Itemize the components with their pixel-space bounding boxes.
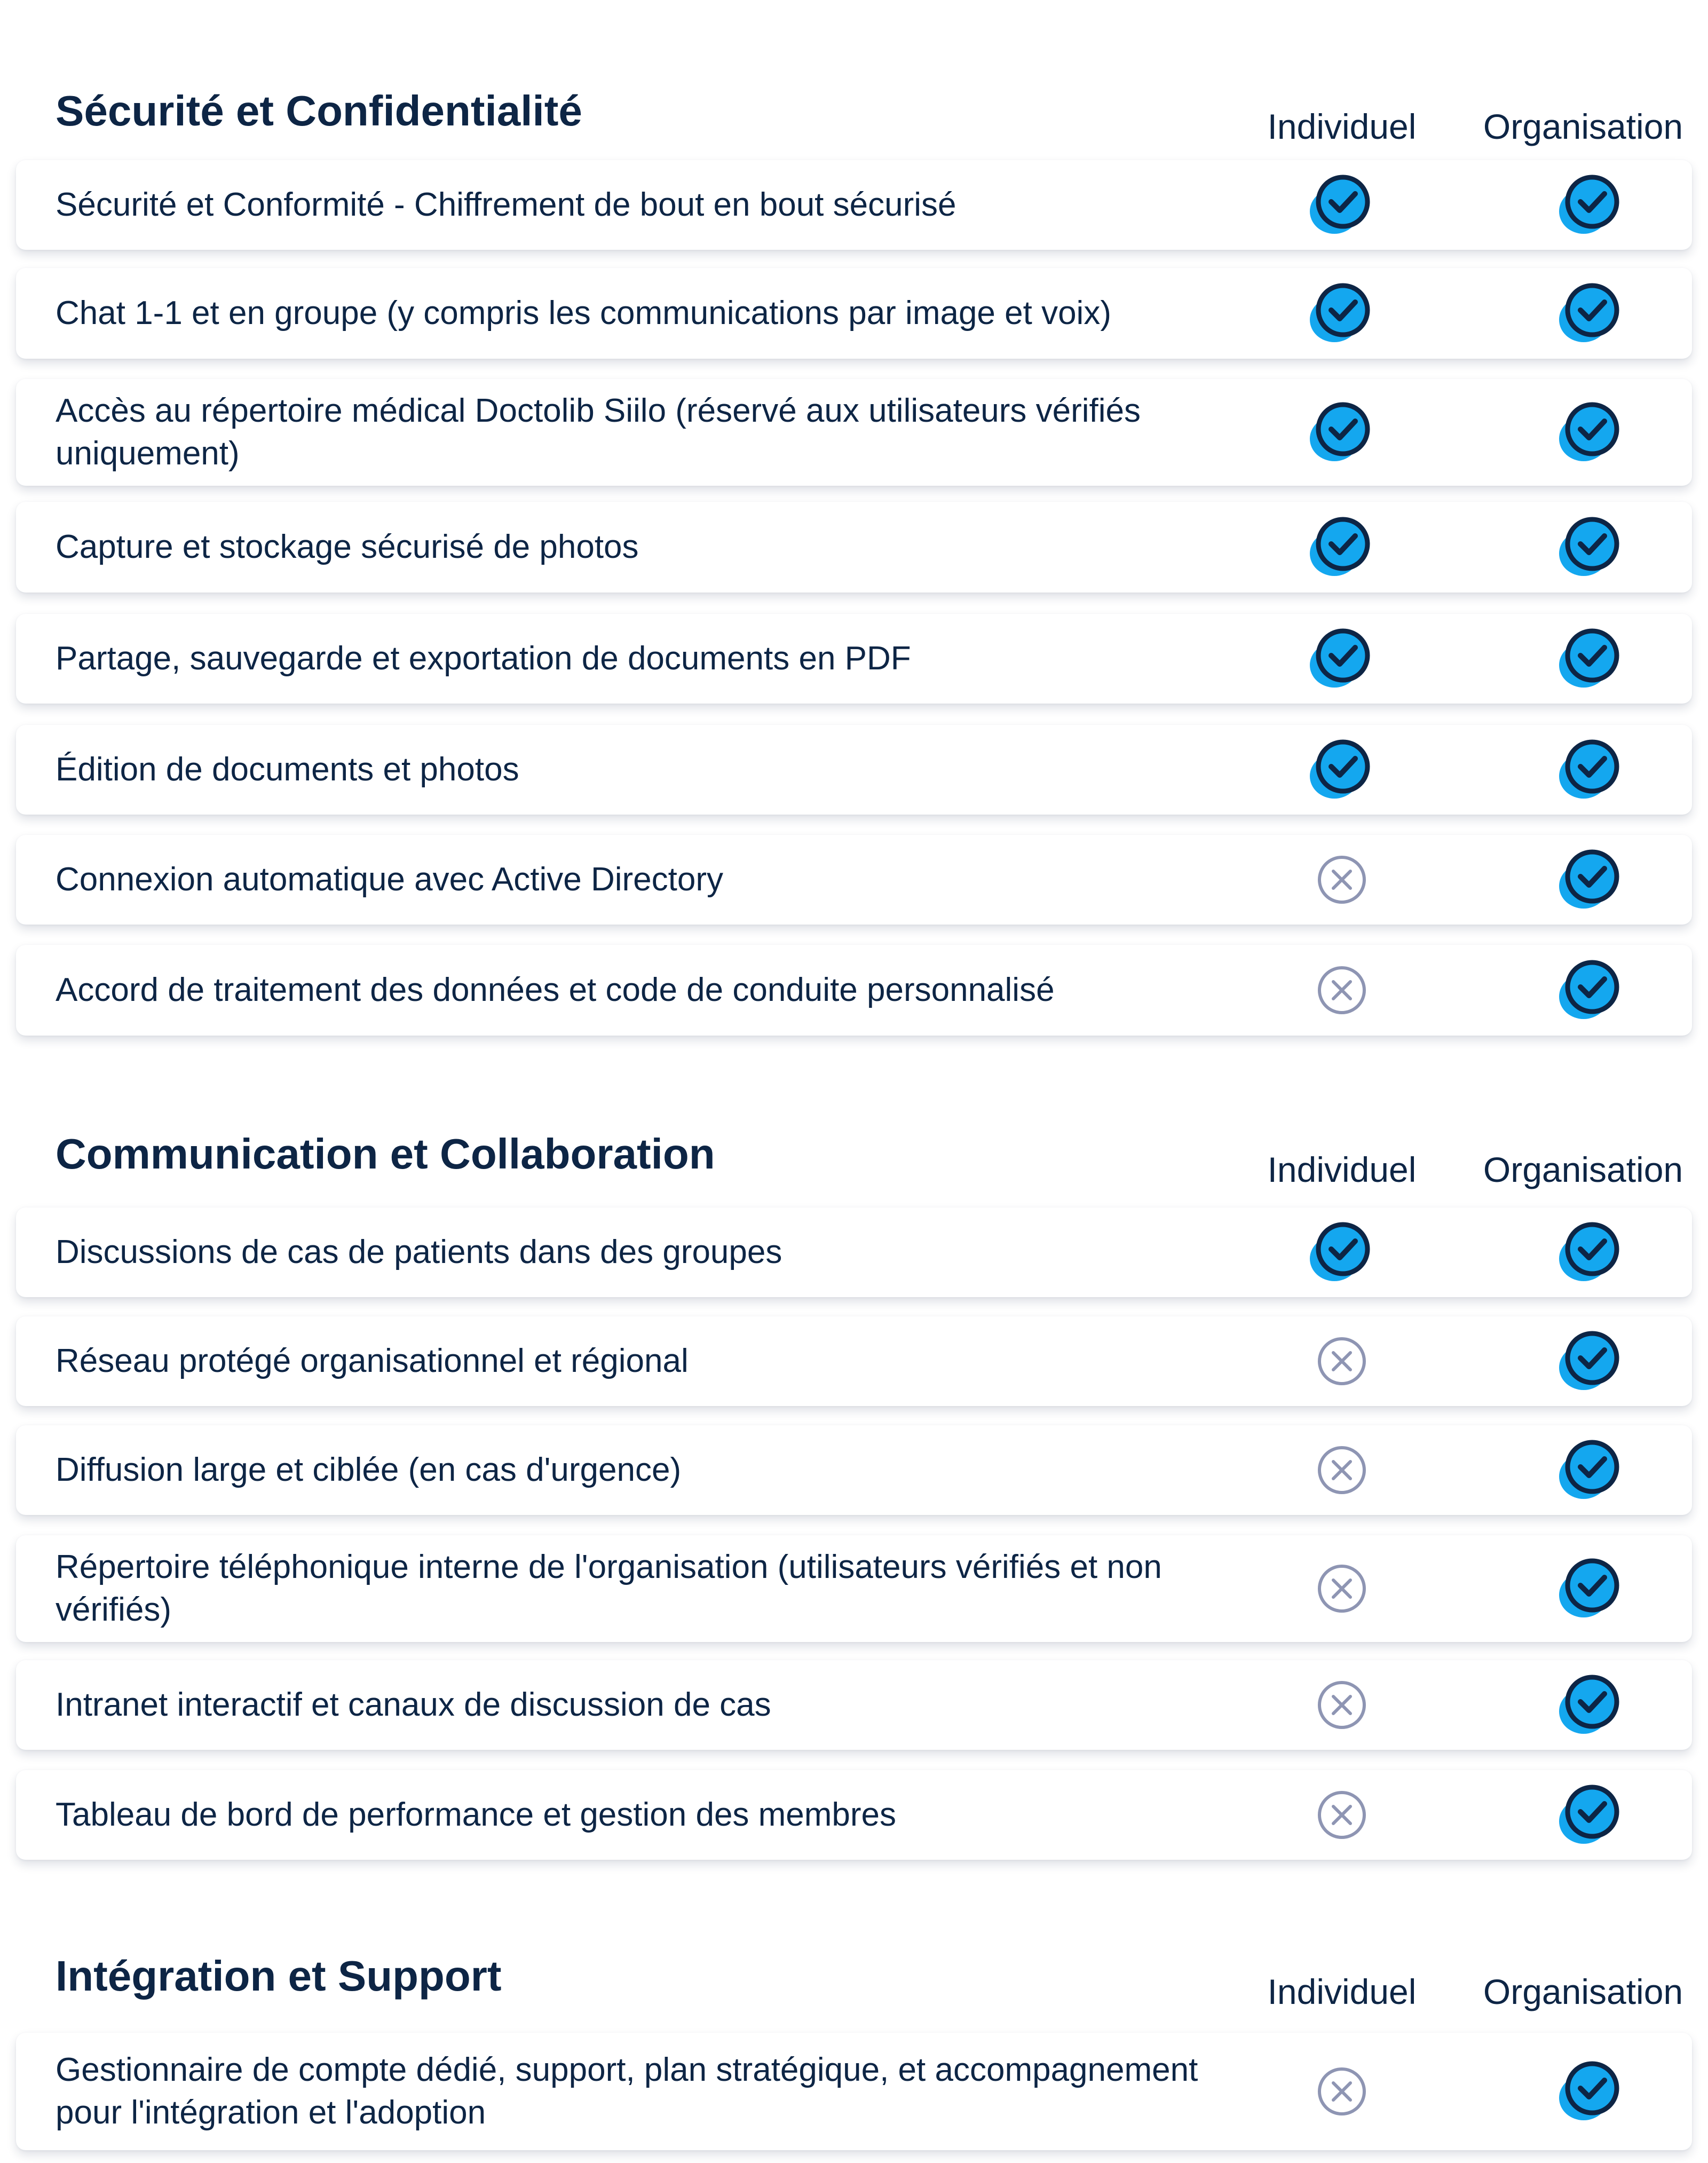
column-header-individual: Individuel — [1267, 1972, 1417, 2011]
feature-label: Accord de traitement des données et code de conduite personnalisé — [56, 972, 1055, 1008]
feature-row — [16, 1425, 1692, 1515]
cross-icon — [1315, 1335, 1369, 1388]
feature-row — [16, 945, 1692, 1036]
feature-row — [16, 2033, 1692, 2150]
feature-row — [16, 614, 1692, 704]
feature-row — [16, 835, 1692, 925]
check-icon — [1554, 1433, 1628, 1507]
feature-label: Édition de documents et photos — [56, 751, 519, 788]
feature-label: Répertoire téléphonique interne de l'organisation (utilisateurs vérifiés et non vérifiés) — [56, 1549, 1162, 1628]
feature-row — [16, 379, 1692, 486]
check-icon — [1304, 276, 1379, 351]
feature-row — [16, 502, 1692, 593]
check-icon — [1554, 1215, 1628, 1290]
check-icon — [1554, 395, 1628, 470]
check-icon — [1554, 276, 1628, 351]
check-icon — [1304, 510, 1379, 585]
check-icon — [1554, 842, 1628, 917]
feature-row — [16, 1207, 1692, 1297]
check-icon — [1304, 621, 1379, 696]
check-icon — [1554, 953, 1628, 1028]
check-icon — [1554, 1778, 1628, 1852]
feature-label: Réseau protégé organisationnel et régional — [56, 1343, 689, 1379]
feature-label: Connexion automatique avec Active Directory — [56, 861, 723, 898]
feature-label: Capture et stockage sécurisé de photos — [56, 528, 639, 565]
feature-label: Partage, sauvegarde et exportation de documents en PDF — [56, 640, 911, 677]
cross-icon — [1315, 853, 1369, 906]
cross-icon — [1315, 2065, 1369, 2118]
section-title: Communication et Collaboration — [56, 1130, 715, 1178]
section-title: Sécurité et Confidentialité — [56, 87, 582, 135]
feature-label: Discussions de cas de patients dans des groupes — [56, 1234, 782, 1270]
feature-row — [16, 1770, 1692, 1860]
feature-label: Intranet interactif et canaux de discussion de cas — [56, 1686, 771, 1723]
check-icon — [1554, 2054, 1628, 2129]
feature-row — [16, 268, 1692, 359]
feature-label: Sécurité et Conformité - Chiffrement de bout en bout sécurisé — [56, 186, 956, 223]
cross-icon — [1315, 964, 1369, 1017]
feature-label: Chat 1-1 et en groupe (y compris les communications par image et voix) — [56, 295, 1111, 331]
feature-row — [16, 1316, 1692, 1406]
check-icon — [1554, 168, 1628, 242]
feature-label: Accès au répertoire médical Doctolib Siilo (réservé aux utilisateurs vérifiés uniquement) — [56, 392, 1141, 472]
feature-label: Gestionnaire de compte dédié, support, plan stratégique, et accompagnement pour l'intégration et l'adoption — [56, 2051, 1198, 2131]
column-header-organisation: Organisation — [1483, 107, 1683, 146]
check-icon — [1554, 510, 1628, 585]
column-header-organisation: Organisation — [1483, 1150, 1683, 1189]
check-icon — [1554, 621, 1628, 696]
feature-row — [16, 1660, 1692, 1750]
check-icon — [1304, 1215, 1379, 1290]
check-icon — [1304, 395, 1379, 470]
column-header-individual: Individuel — [1267, 1150, 1417, 1189]
check-icon — [1554, 732, 1628, 807]
check-icon — [1554, 1668, 1628, 1742]
check-icon — [1554, 1551, 1628, 1626]
feature-label: Tableau de bord de performance et gestion des membres — [56, 1796, 897, 1833]
cross-icon — [1315, 1788, 1369, 1842]
feature-label: Diffusion large et ciblée (en cas d'urgence) — [56, 1451, 682, 1488]
column-header-individual: Individuel — [1267, 107, 1417, 146]
check-icon — [1554, 1324, 1628, 1399]
column-header-organisation: Organisation — [1483, 1972, 1683, 2011]
feature-row — [16, 725, 1692, 815]
check-icon — [1304, 168, 1379, 242]
check-icon — [1304, 732, 1379, 807]
feature-row — [16, 160, 1692, 250]
section-title: Intégration et Support — [56, 1952, 502, 2000]
cross-icon — [1315, 1678, 1369, 1732]
cross-icon — [1315, 1562, 1369, 1615]
cross-icon — [1315, 1443, 1369, 1497]
feature-row — [16, 1535, 1692, 1642]
